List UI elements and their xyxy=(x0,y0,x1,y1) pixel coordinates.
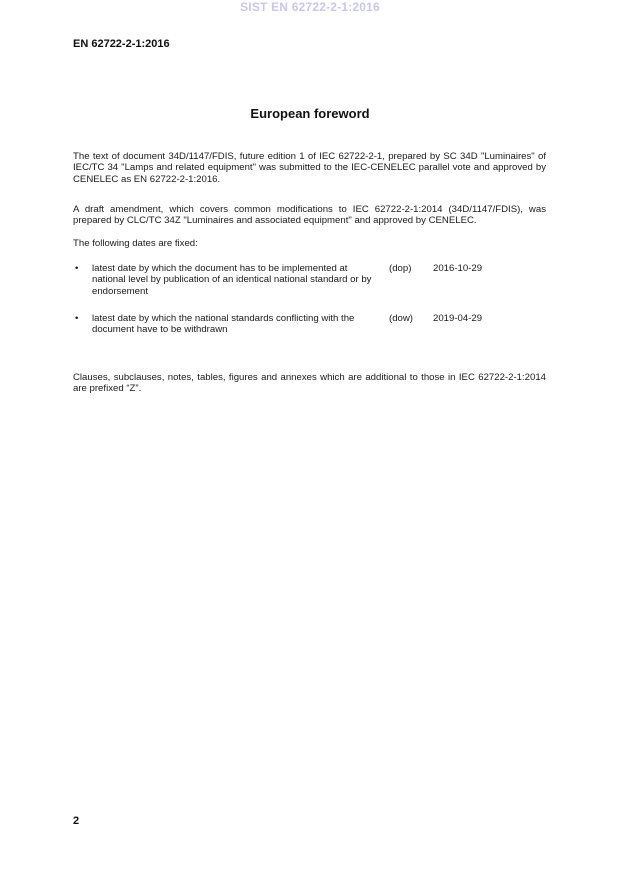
bullet-icon: • xyxy=(75,263,79,274)
paragraph-dates-intro: The following dates are fixed: xyxy=(73,238,198,249)
date-code: (dow) xyxy=(389,313,413,324)
page-title: European foreword xyxy=(250,106,370,121)
paragraph-document-text: The text of document 34D/1147/FDIS, future edition 1 of IEC 62722-2-1, prepared by SC 34D "Luminaires" of IEC/TC 34 "Lamps and related equipment" was submitted to the IEC-CENELEC parallel vote and approved by CENELEC as EN 62722-2-1:2016. xyxy=(73,151,546,185)
date-value: 2019-04-29 xyxy=(433,313,483,324)
paragraph-prefix-note: Clauses, subclauses, notes, tables, figures and annexes which are additional to those in IEC 62722-2-1:2014 are prefixed “Z”. xyxy=(73,372,546,395)
date-value: 2016-10-29 xyxy=(433,263,483,274)
watermark: SIST EN 62722-2-1:2016 xyxy=(240,0,380,14)
bullet-icon: • xyxy=(75,313,79,324)
page-number: 2 xyxy=(73,815,80,827)
paragraph-draft-amendment: A draft amendment, which covers common modifications to IEC 62722-2-1:2014 (34D/1147/FDIS), was prepared by CLC/TC 34Z "Luminaires and associated equipment" and approved by CENELEC. xyxy=(73,204,546,227)
date-code: (dop) xyxy=(389,263,412,274)
date-description: latest date by which the document has to be implemented at national level by publication of an identical national standard or by endorsement xyxy=(92,263,372,297)
document-id-header: EN 62722-2-1:2016 xyxy=(73,38,170,50)
date-description: latest date by which the national standards conflicting with the document have to be withdrawn xyxy=(92,313,355,336)
